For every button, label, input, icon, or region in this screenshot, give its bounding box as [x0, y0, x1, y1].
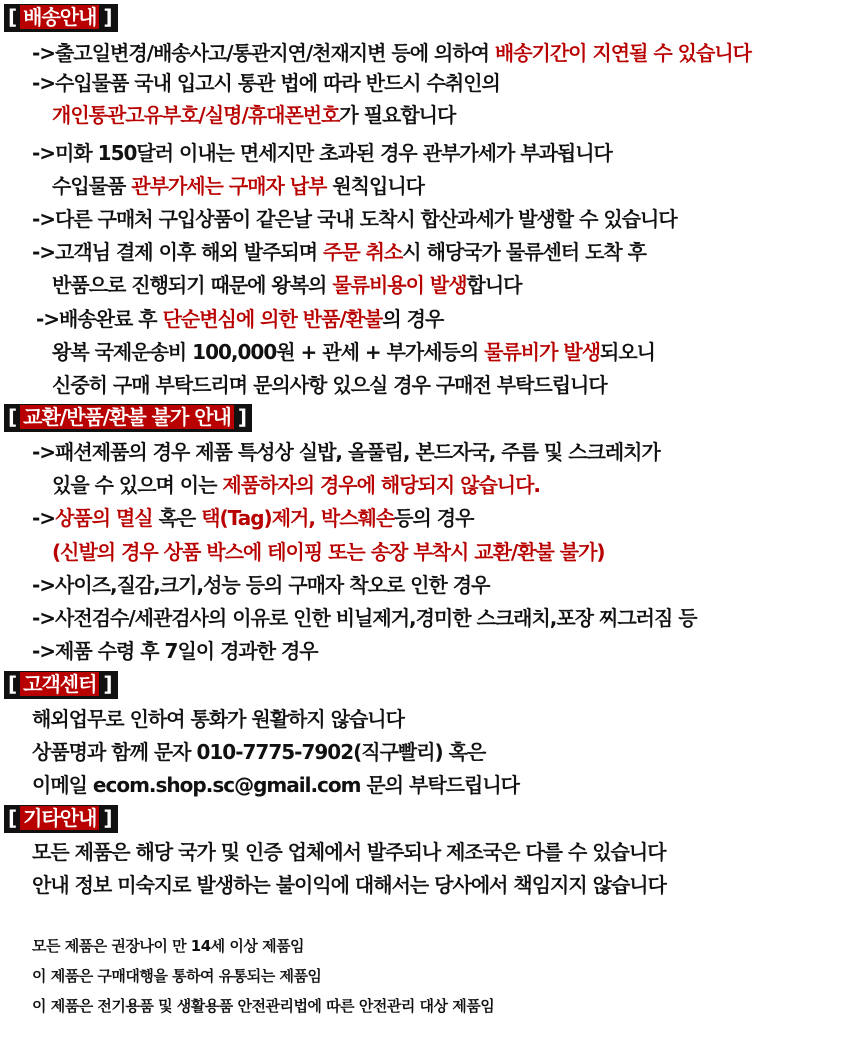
etc-header-label: 기타안내 [20, 806, 99, 830]
service-header: [ 고객센터 ] [4, 669, 118, 699]
note-line-2: 이 제품은 구매대행을 통하여 유통되는 제품임 [32, 967, 322, 985]
shipping-header-label: 배송안내 [20, 5, 99, 29]
etc-line-1: 모든 제품은 해당 국가 및 인증 업체에서 발주되나 제조국은 다를 수 있습니다 [32, 840, 666, 864]
service-line-3: 이메일 ecom.shop.sc@gmail.com 문의 부탁드립니다 [32, 773, 519, 797]
exchange-header: [ 교환/반품/환불 불가 안내 ] [4, 402, 252, 432]
exchange-line-1: ->패션제품의 경우 제품 특성상 실밥, 올풀림, 본드자국, 주름 및 스크레치가 [32, 440, 660, 464]
exchange-line-3: ->상품의 멸실 혹은 택(Tag)제거, 박스훼손등의 경우 [32, 506, 474, 530]
exchange-header-label: 교환/반품/환불 불가 안내 [20, 405, 234, 429]
shipping-line-9: ->배송완료 후 단순변심에 의한 반품/환불의 경우 [36, 307, 444, 331]
shipping-line-4: ->미화 150달러 이내는 면세지만 초과된 경우 관부가세가 부과됩니다 [32, 141, 612, 165]
shipping-line-8: 반품으로 진행되기 때문에 왕복의 물류비용이 발생합니다 [52, 273, 522, 297]
exchange-line-4: (신발의 경우 상품 박스에 테이핑 또는 송장 부착시 교환/환불 불가) [52, 540, 605, 564]
service-line-1: 해외업무로 인하여 통화가 원활하지 않습니다 [32, 707, 404, 731]
shipping-line-3: 개인통관고유부호/실명/휴대폰번호가 필요합니다 [52, 103, 456, 127]
exchange-line-7: ->제품 수령 후 7일이 경과한 경우 [32, 639, 318, 663]
note-line-1: 모든 제품은 권장나이 만 14세 이상 제품임 [32, 937, 305, 955]
service-header-label: 고객센터 [20, 672, 99, 696]
shipping-line-11: 신중히 구매 부탁드리며 문의사항 있으실 경우 구매전 부탁드립니다 [52, 373, 607, 397]
shipping-line-2: ->수입물품 국내 입고시 통관 법에 따라 반드시 수취인의 [32, 71, 500, 95]
etc-header: [ 기타안내 ] [4, 803, 118, 833]
shipping-line-5: 수입물품 관부가세는 구매자 납부 원칙입니다 [52, 174, 424, 198]
exchange-line-6: ->사전검수/세관검사의 이유로 인한 비닐제거,경미한 스크래치,포장 찌그러짐 등 [32, 606, 697, 630]
service-line-2: 상품명과 함께 문자 010-7775-7902(직구빨리) 혹은 [32, 740, 486, 764]
exchange-line-5: ->사이즈,질감,크기,성능 등의 구매자 착오로 인한 경우 [32, 573, 490, 597]
shipping-line-1: ->출고일변경/배송사고/통관지연/천재지변 등에 의하여 배송기간이 지연될 수 있습니다 [32, 41, 751, 65]
shipping-header: [ 배송안내 ] [4, 2, 118, 32]
etc-line-2: 안내 정보 미숙지로 발생하는 불이익에 대해서는 당사에서 책임지지 않습니다 [32, 873, 666, 897]
note-line-3: 이 제품은 전기용품 및 생활용품 안전관리법에 따른 안전관리 대상 제품임 [32, 997, 495, 1015]
shipping-line-6: ->다른 구매처 구입상품이 같은날 국내 도착시 합산과세가 발생할 수 있습니다 [32, 207, 677, 231]
shipping-line-7: ->고객님 결제 이후 해외 발주되며 주문 취소시 해당국가 물류센터 도착 후 [32, 240, 646, 264]
shipping-line-10: 왕복 국제운송비 100,000원 + 관세 + 부가세등의 물류비가 발생되오니 [52, 340, 656, 364]
exchange-line-2: 있을 수 있으며 이는 제품하자의 경우에 해당되지 않습니다. [52, 473, 541, 497]
